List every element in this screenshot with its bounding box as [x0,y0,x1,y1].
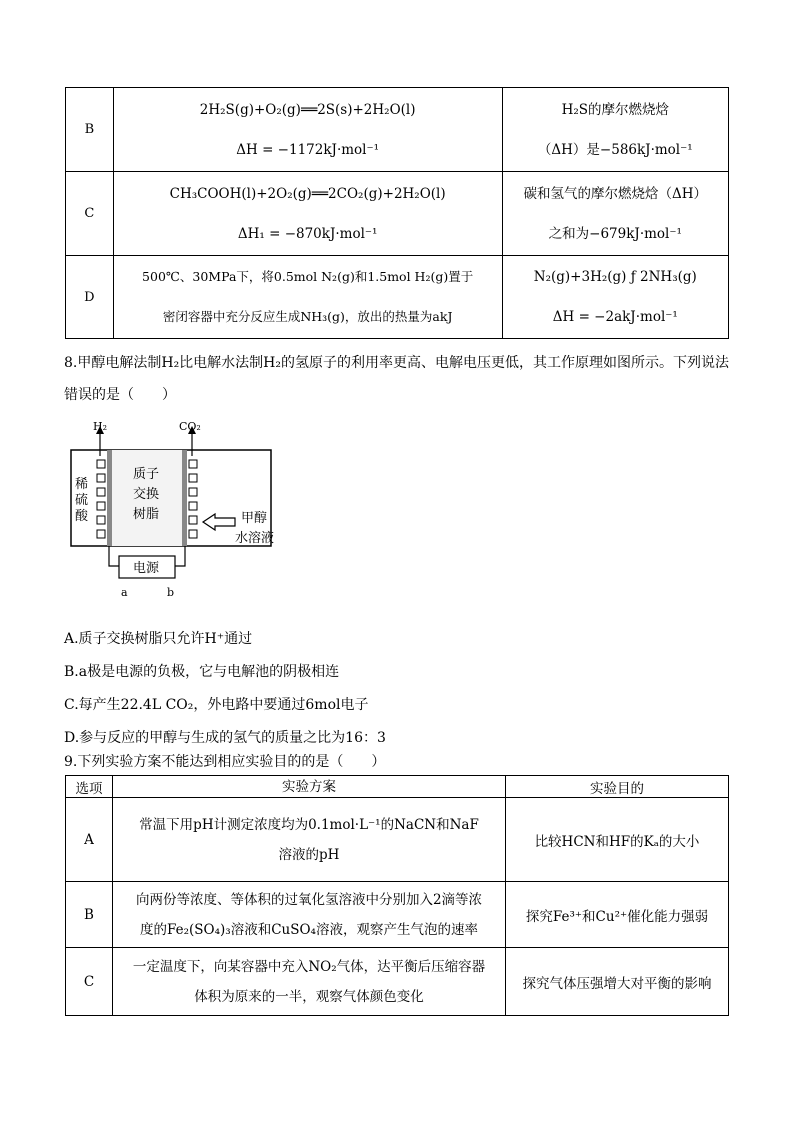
option-label: D [66,256,114,339]
equation-line: ΔH = −1172kJ·mol⁻¹ [236,141,380,158]
conclusion-line: 之和为−679kJ·mol⁻¹ [548,225,682,242]
table-row [66,256,729,339]
left-electrode [107,450,112,546]
q8-stem-line2: 错误的是（ ） [64,387,176,403]
methanol-label-2: 水溶液 [235,531,275,546]
q8-option-c: C.每产生22.4L CO₂，外电路中要通过6mol电子 [64,697,369,713]
terminal-b-label: b [167,586,175,599]
q8-option-b: B.a极是电源的负极，它与电解池的阴极相连 [64,664,340,680]
plan-line: 一定温度下，向某容器中充入NO₂气体，达平衡后压缩容器 [132,958,486,975]
wire-a [109,546,119,566]
conclusion-line: ΔH = −2akJ·mol⁻¹ [552,309,678,325]
methanol-inlet-arrow [203,514,235,530]
equation-line: 密闭容器中充分反应生成NH₃(g)，放出的热量为akJ [162,309,453,324]
goal-cell: 探究气体压强增大对平衡的影响 [506,948,729,1016]
option-label: B [66,882,113,948]
equation-line: 500℃、30MPa下，将0.5mol N₂(g)和1.5mol H₂(g)置于 [142,269,474,284]
methanol-label-1: 甲醇 [241,511,268,526]
option-label: B [66,88,114,172]
q8-option-d: D.参与反应的甲醇与生成的氢气的质量之比为16：3 [64,730,386,746]
header-option: 选项 [66,776,113,798]
equation-cell [113,172,502,256]
right-electrode-pores [189,460,197,538]
header-goal: 实验目的 [506,776,729,798]
goal-cell: 比较HCN和HF的Kₐ的大小 [506,798,729,882]
table-row [66,798,729,882]
experiment-table [65,775,729,1016]
membrane-label-1: 质子 [133,467,160,482]
acid-label-3: 酸 [75,509,89,524]
membrane-label-2: 交换 [133,487,160,502]
option-label: C [66,948,113,1016]
equation-cell [113,256,502,339]
goal-cell: 探究Fe³⁺和Cu²⁺催化能力强弱 [506,882,729,948]
plan-line: 度的Fe₂(SO₄)₃溶液和CuSO₄溶液，观察产生气泡的速率 [140,921,478,938]
power-source-label: 电源 [133,561,160,576]
plan-line: 溶液的pH [278,846,340,863]
equation-line: ΔH₁ = −870kJ·mol⁻¹ [237,225,378,242]
q9-stem: 9.下列实验方案不能达到相应实验目的的是（ ） [64,754,386,770]
plan-cell [113,948,506,1016]
acid-label-1: 稀 [75,477,89,492]
conclusion-cell [502,256,728,339]
plan-cell [113,882,506,948]
conclusion-cell [502,172,728,256]
table-row [66,88,729,172]
plan-line: 向两份等浓度、等体积的过氧化氢溶液中分别加入2滴等浓 [135,891,483,908]
plan-line: 常温下用pH计测定浓度均为0.1mol·L⁻¹的NaCN和NaF [139,816,479,833]
h2-label: H₂ [93,420,108,433]
conclusion-line: 碳和氢气的摩尔燃烧焓（ΔH） [523,185,708,202]
membrane-label-3: 树脂 [133,507,160,522]
wire-b [175,546,185,566]
conclusion-line: （ΔH）是−586kJ·mol⁻¹ [537,141,693,158]
terminal-a-label: a [121,586,128,599]
thermo-table [65,87,729,339]
equation-line: CH₃COOH(l)+2O₂(g)══2CO₂(g)+2H₂O(l) [169,185,446,202]
left-electrode-pores [97,460,105,538]
conclusion-cell [502,88,728,172]
conclusion-line: H₂S的摩尔燃烧焓 [561,101,669,118]
q8-option-a: A.质子交换树脂只允许H⁺通过 [64,631,253,647]
plan-line: 体积为原来的一半，观察气体颜色变化 [194,988,424,1005]
equation-line: 2H₂S(g)+O₂(g)══2S(s)+2H₂O(l) [199,101,416,118]
electrolysis-diagram [63,418,303,604]
co2-label: CO₂ [179,420,201,433]
header-plan: 实验方案 [113,776,506,798]
option-label: A [66,798,113,882]
option-label: C [66,172,114,256]
table-row [66,172,729,256]
plan-cell [113,798,506,882]
table-row [66,882,729,948]
acid-label-2: 硫 [75,493,89,508]
table-row [66,948,729,1016]
table-header-row [66,776,729,798]
equation-cell [113,88,502,172]
conclusion-line: N₂(g)+3H₂(g) ƒ 2NH₃(g) [533,269,697,285]
q8-stem-line1: 8.甲醇电解法制H₂比电解水法制H₂的氢原子的利用率更高、电解电压更低，其工作原理如图所示。下列说法 [64,355,729,371]
right-electrode [182,450,187,546]
